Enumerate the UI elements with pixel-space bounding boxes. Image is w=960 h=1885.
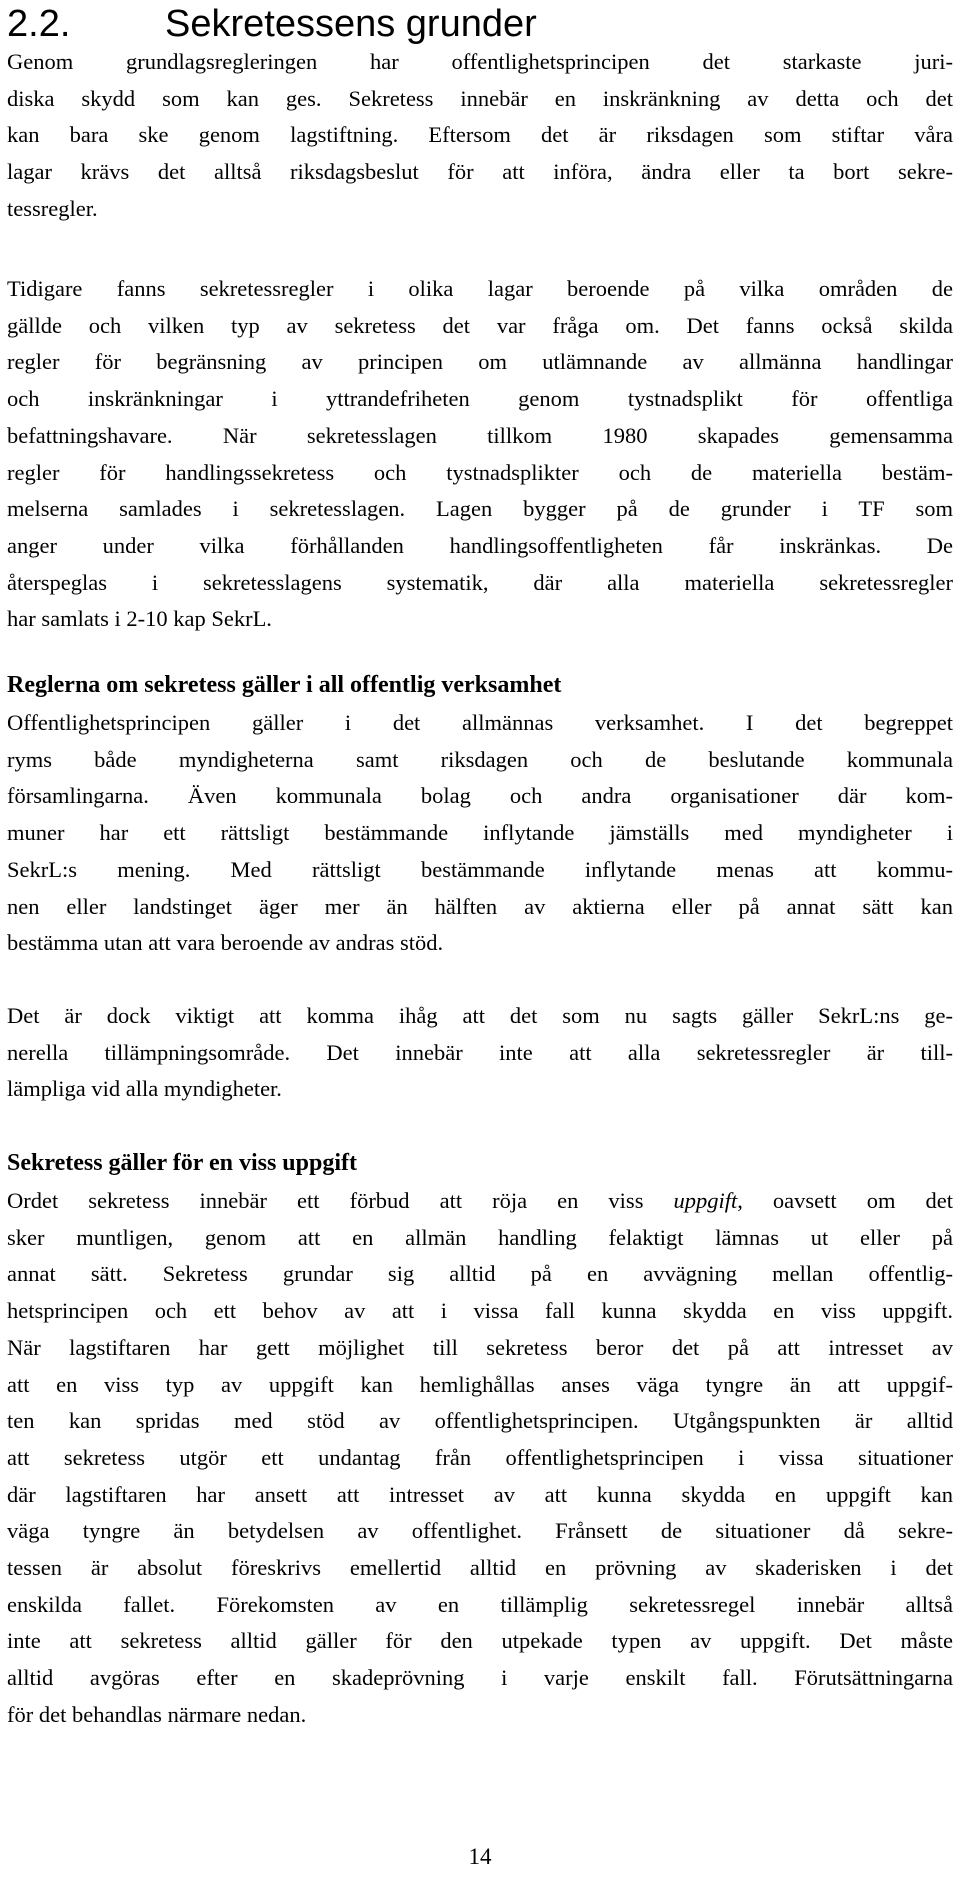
text-line: hetsprincipen och ett behov av att i vissa fall kunna skydda en viss uppgift. [7,1298,953,1324]
text-line: och inskränkningar i yttrandefriheten genom tystnadsplikt för offentliga [7,386,953,412]
text-line: befattningshavare. När sekretesslagen tillkom 1980 skapades gemensamma [7,422,953,448]
section-title: Sekretessens grunder [165,3,537,45]
text-line: enskilda fallet. Förekomsten av en tillämplig sekretessregel innebär alltså [7,1591,953,1617]
paragraph-information [7,1183,953,1734]
text-line: sker muntligen, genom att en allmän handling felaktigt lämnas ut eller på [7,1224,953,1250]
text-line: kan bara ske genom lagstiftning. Eftersom det är riksdagen som stiftar våra [7,122,953,148]
text-line: att en viss typ av uppgift kan hemlighållas anses väga tyngre än att uppgif- [7,1371,953,1397]
paragraph-scope [7,705,953,962]
text-line: att sekretess utgör ett undantag från offentlighetsprincipen i vissa situationer [7,1444,953,1470]
paragraph-application [7,998,953,1108]
text-line: melserna samlades i sekretesslagen. Lagen bygger på de grunder i TF som [7,496,953,522]
text-line: gällde och vilken typ av sekretess det var fråga om. Det fanns också skilda [7,312,953,338]
text-line: lagar krävs det alltså riksdagsbeslut för att införa, ändra eller ta bort sekre- [7,159,953,185]
text-line: SekrL:s mening. Med rättsligt bestämmande inflytande menas att kommu- [7,856,953,882]
text-line: har samlats i 2-10 kap SekrL. [7,606,272,632]
text-line: nen eller landstinget äger mer än hälften av aktierna eller på annat sätt kan [7,893,953,919]
text-line: lämpliga vid alla myndigheter. [7,1076,282,1102]
text-line: Det är dock viktigt att komma ihåg att det som nu sagts gäller SekrL:ns ge- [7,1003,953,1028]
subheading-information: Sekretess gäller för en viss uppgift [7,1150,358,1176]
text-line: Genom grundlagsregleringen har offentlighetsprincipen det starkaste juri- [7,49,953,74]
text-line: församlingarna. Även kommunala bolag och andra organisationer där kom- [7,783,953,809]
text-line: diska skydd som kan ges. Sekretess innebär en inskränkning av detta och det [7,85,953,111]
text-line: ryms både myndigheterna samt riksdagen och de beslutande kommunala [7,746,953,772]
paragraph-history [7,271,953,638]
text-line: ten kan spridas med stöd av offentlighetsprincipen. Utgångspunkten är alltid [7,1408,953,1434]
paragraph-intro [7,44,953,228]
text-line: för det behandlas närmare nedan. [7,1701,307,1727]
page-number: 14 [468,1844,492,1869]
text-line: regler för begränsning av principen om utlämnande av allmänna handlingar [7,349,953,375]
text-line: nerella tillämpningsområde. Det innebär inte att alla sekretessregler är till- [7,1039,953,1065]
text-line: tessregler. [7,195,98,221]
text-line: regler för handlingssekretess och tystnadsplikter och de materiella bestäm- [7,459,953,485]
text-line: alltid avgöras efter en skadeprövning i varje enskilt fall. Förutsättningarna [7,1665,953,1691]
section-heading [7,0,537,48]
text-line: annat sätt. Sekretess grundar sig alltid på en avvägning mellan offentlig- [7,1261,953,1287]
text-line: Offentlighetsprincipen gäller i det allmännas verksamhet. I det begreppet [7,710,953,735]
text-line: återspeglas i sekretesslagens systematik, där alla materiella sekretessregler [7,569,953,595]
text-line: Tidigare fanns sekretessregler i olika lagar beroende på vilka områden de [7,276,953,301]
text-line: När lagstiftaren har gett möjlighet till sekretess beror det på att intresset av [7,1334,953,1360]
subheading-scope: Reglerna om sekretess gäller i all offentlig verksamhet [7,672,562,698]
text-line: anger under vilka förhållanden handlingsoffentligheten får inskränkas. De [7,532,953,558]
text-segment: , oavsett om det [737,1188,953,1213]
emphasized-term: uppgift [673,1188,738,1213]
text-line: tessen är absolut föreskrivs emellertid alltid en prövning av skaderisken i det [7,1555,953,1581]
text-line [7,1183,953,1220]
text-line: muner har ett rättsligt bestämmande inflytande jämställs med myndigheter i [7,820,953,846]
text-line: inte att sekretess alltid gäller för den utpekade typen av uppgift. Det måste [7,1628,953,1654]
text-segment: Ordet sekretess innebär ett förbud att röja en viss [7,1188,674,1213]
text-line: väga tyngre än betydelsen av offentlighet. Frånsett de situationer då sekre- [7,1518,953,1544]
text-line: där lagstiftaren har ansett att intresset av att kunna skydda en uppgift kan [7,1481,953,1507]
text-line: bestämma utan att vara beroende av andras stöd. [7,930,444,956]
section-number: 2.2. [7,3,71,45]
